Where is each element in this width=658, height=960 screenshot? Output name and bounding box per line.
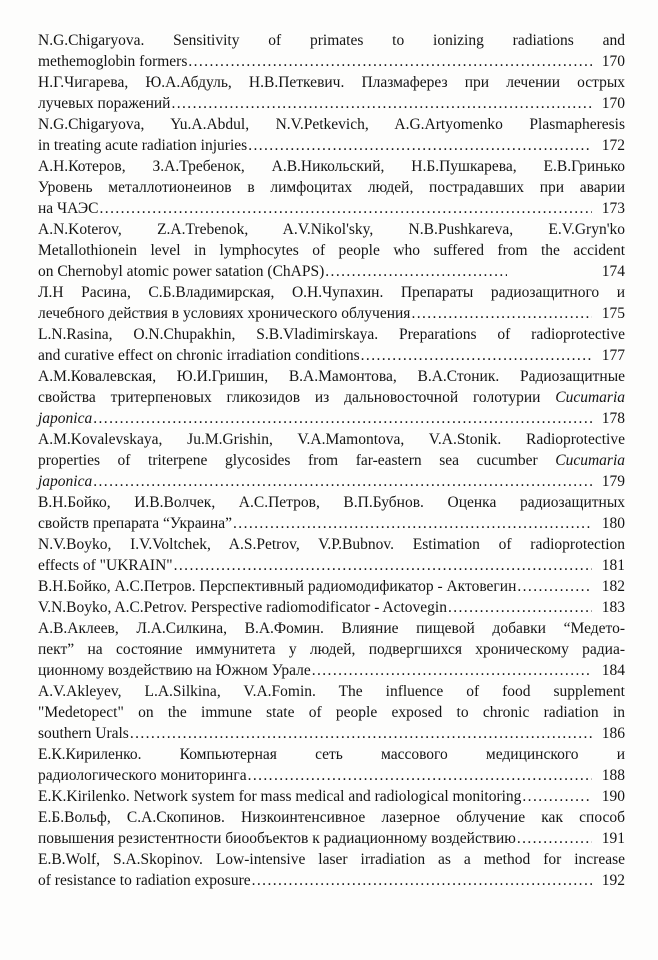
toc-entry [38, 219, 625, 282]
toc-entry-line [38, 240, 625, 261]
text-run: on Chernobyl atomic power satation (ChAPS) [38, 263, 325, 280]
toc-entry-text [38, 261, 324, 282]
page-number: 180 [601, 515, 625, 532]
toc-entry-text [38, 408, 92, 429]
toc-entry [38, 429, 625, 492]
page-number: 179 [601, 473, 625, 490]
toc-entry [38, 72, 625, 114]
toc-entry-lastline [38, 597, 625, 618]
page-number: 190 [601, 788, 625, 805]
text-run: N.G.Chigaryova, Yu.A.Abdul, N.V.Petkevich, A.G.Artyomenko Plasmapheresis [38, 116, 625, 133]
toc-entry-lastline [38, 261, 625, 282]
toc-entry-text [38, 51, 187, 72]
page-number: 175 [601, 305, 625, 322]
toc-entry-lastline [38, 303, 625, 324]
toc-entry-lastline [38, 471, 625, 492]
dot-leader [174, 555, 592, 576]
text-run: Н.Г.Чигарева, Ю.А.Абдуль, Н.В.Петкевич. Плазмаферез при лечении острых [38, 74, 625, 91]
text-run: A.M.Kovalevskaya, Ju.M.Grishin, V.A.Mamontova, V.A.Stonik. Radioprotective [38, 431, 625, 448]
page-number: 184 [601, 662, 625, 679]
text-run: A.N.Koterov, Z.A.Trebenok, A.V.Nikol'sky, N.B.Pushkareva, E.V.Gryn'ko [38, 221, 625, 238]
toc-entry [38, 30, 625, 72]
toc-entry-line [38, 324, 625, 345]
dot-leader [448, 597, 592, 618]
toc-entry-line [38, 639, 625, 660]
text-run: A.V.Akleyev, L.A.Silkina, V.A.Fomin. The influence of food supplement [38, 683, 625, 700]
text-run: E.B.Wolf, S.A.Skopinov. Low-intensive laser irradiation as a method for increase [38, 851, 625, 868]
text-run: N.V.Boyko, I.V.Voltchek, A.S.Petrov, V.P.Bubnov. Estimation of radioprotection [38, 536, 625, 553]
text-run: L.N.Rasina, O.N.Chupakhin, S.B.Vladimirskaya. Preparations of radioprotective [38, 326, 625, 343]
dot-leader [517, 828, 592, 849]
text-run: "Medetopect" on the immune state of people exposed to chronic radiation in [38, 704, 625, 721]
dot-leader [130, 723, 592, 744]
page-number: 191 [601, 830, 625, 847]
text-run: А.М.Ковалевская, Ю.И.Гришин, В.А.Мамонтова, В.А.Стоник. Радиозащитные [38, 368, 625, 385]
toc-entry-lastline [38, 513, 625, 534]
toc-entry-line [38, 366, 625, 387]
page-number: 178 [601, 410, 625, 427]
page-number: 182 [601, 578, 625, 595]
text-run: E.K.Kirilenko. Network system for mass medical and radiological monitoring [38, 788, 522, 805]
dot-leader [233, 513, 592, 534]
page-number: 181 [601, 557, 625, 574]
italic-text-run: Cucumaria [555, 389, 625, 406]
toc-entry-text [38, 555, 173, 576]
toc-entry-text [38, 135, 247, 156]
italic-text-run: Cucumaria [555, 452, 625, 469]
toc-entry [38, 744, 625, 786]
toc-entry-text [38, 870, 251, 891]
text-run: А.В.Аклеев, Л.А.Силкина, В.А.Фомин. Влияние пищевой добавки “Медето- [38, 620, 625, 637]
toc-entry [38, 282, 625, 324]
toc-entry-text [38, 303, 410, 324]
toc-entry [38, 618, 625, 681]
page-number: 177 [601, 347, 625, 364]
toc-entry-line [38, 114, 625, 135]
page-number: 170 [601, 95, 625, 112]
dot-leader [93, 408, 592, 429]
toc-entry-line [38, 534, 625, 555]
dot-leader [517, 576, 592, 597]
page-number: 192 [601, 872, 625, 889]
page-number: 174 [601, 263, 625, 280]
text-run: in treating acute radiation injuries [38, 137, 248, 154]
toc-entry-lastline [38, 786, 625, 807]
toc-entry [38, 534, 625, 576]
text-run: А.Н.Котеров, З.А.Требенок, А.В.Никольский, Н.Б.Пушкарева, Е.В.Гринько [38, 158, 625, 175]
text-run: лучевых поражений [38, 95, 171, 112]
toc-entry-lastline [38, 198, 625, 219]
toc-entry-lastline [38, 828, 625, 849]
toc-entry-lastline [38, 93, 625, 114]
text-run: радиологического мониторинга [38, 767, 247, 784]
toc-entry [38, 156, 625, 219]
toc-entry-line [38, 492, 625, 513]
toc-entry [38, 492, 625, 534]
toc-entry-line [38, 450, 625, 471]
toc-entry-line [38, 849, 625, 870]
toc-entry-text [38, 471, 92, 492]
text-run: V.N.Boyko, A.C.Petrov. Perspective radiomodificator - Actovegin [38, 599, 447, 616]
text-run: Metallothionein level in lymphocytes of people who suffered from the accident [38, 242, 625, 259]
text-run: southern Urals [38, 725, 129, 742]
toc-entry-lastline [38, 135, 625, 156]
dot-leader [171, 93, 592, 114]
toc-entry [38, 597, 625, 618]
toc-entry-line [38, 744, 625, 765]
dot-leader [312, 660, 592, 681]
italic-text-run: japonica [38, 473, 93, 490]
toc-entry-text [38, 597, 447, 618]
text-run: Е.К.Кириленко. Компьютерная сеть массового медицинского и [38, 746, 625, 763]
toc-entry-line [38, 681, 625, 702]
text-run: лечебного действия в условиях хронического облучения [38, 305, 411, 322]
toc-entry-line [38, 618, 625, 639]
dot-leader [522, 786, 592, 807]
toc-entry-text [38, 786, 521, 807]
dot-leader [325, 261, 507, 282]
toc-entry-line [38, 807, 625, 828]
page-number: 183 [601, 599, 625, 616]
toc-entry [38, 324, 625, 366]
toc-entry-line [38, 156, 625, 177]
toc-entry [38, 849, 625, 891]
text-run: В.Н.Бойко, И.В.Волчек, А.С.Петров, В.П.Бубнов. Оценка радиозащитных [38, 494, 625, 511]
toc-entry-lastline [38, 555, 625, 576]
toc-entry-line [38, 177, 625, 198]
toc-entry-line [38, 72, 625, 93]
text-run: Уровень металлотионеинов в лимфоцитах людей, пострадавших при аварии [38, 179, 625, 196]
toc-entry [38, 786, 625, 807]
toc-list [38, 30, 625, 891]
toc-entry-text [38, 345, 360, 366]
dot-leader [188, 51, 592, 72]
dot-leader [100, 198, 592, 219]
toc-entry [38, 807, 625, 849]
dot-leader [248, 765, 592, 786]
toc-entry-lastline [38, 51, 625, 72]
toc-entry-lastline [38, 345, 625, 366]
text-run: of resistance to radiation exposure [38, 872, 251, 889]
text-run: В.Н.Бойко, А.С.Петров. Перспективный радиомодификатор - Актовегин [38, 578, 517, 595]
text-run: and curative effect on chronic irradiation conditions [38, 347, 360, 364]
text-run: на ЧАЭС [38, 200, 99, 217]
toc-entry-text [38, 828, 516, 849]
page-number: 186 [601, 725, 625, 742]
toc-entry-text [38, 576, 516, 597]
text-run: effects of "UKRAIN" [38, 557, 173, 574]
text-run: Е.Б.Вольф, С.А.Скопинов. Низкоинтенсивное лазерное облучение как способ [38, 809, 625, 826]
text-run: пект” на состояние иммунитета у людей, подвергшихся хроническому радиа- [38, 641, 625, 658]
text-run: N.G.Chigaryova. Sensitivity of primates to ionizing radiations and [38, 32, 625, 49]
dot-leader [93, 471, 592, 492]
toc-entry-text [38, 513, 232, 534]
text-run: properties of triterpene glycosides from far-eastern sea cucumber [38, 452, 556, 469]
text-run: Л.Н Расина, С.Б.Владимирская, О.Н.Чупахин. Препараты радиозащитного и [38, 284, 625, 301]
toc-entry-line [38, 702, 625, 723]
toc-entry-line [38, 30, 625, 51]
dot-leader [248, 135, 592, 156]
toc-entry-line [38, 429, 625, 450]
dot-leader [411, 303, 592, 324]
page-number: 173 [601, 200, 625, 217]
toc-entry-line [38, 219, 625, 240]
toc-entry-text [38, 660, 311, 681]
toc-entry-lastline [38, 723, 625, 744]
toc-entry-lastline [38, 408, 625, 429]
toc-entry-text [38, 93, 170, 114]
toc-entry [38, 114, 625, 156]
toc-entry-text [38, 198, 99, 219]
page-number: 170 [601, 53, 625, 70]
text-run: свойства тритерпеновых гликозидов из дальновосточной голотурии [38, 389, 556, 406]
text-run: свойств препарата “Украина” [38, 515, 233, 532]
toc-entry-line [38, 387, 625, 408]
toc-entry-lastline [38, 660, 625, 681]
page-number: 172 [601, 137, 625, 154]
toc-entry-text [38, 723, 129, 744]
text-run: повышения резистентности биообъектов к радиационному воздействию [38, 830, 516, 847]
toc-entry-lastline [38, 765, 625, 786]
toc-entry [38, 576, 625, 597]
italic-text-run: japonica [38, 410, 93, 427]
dot-leader [252, 870, 592, 891]
toc-entry [38, 681, 625, 744]
toc-entry-lastline [38, 576, 625, 597]
toc-entry-line [38, 282, 625, 303]
toc-entry-lastline [38, 870, 625, 891]
toc-entry-text [38, 765, 247, 786]
dot-leader [361, 345, 592, 366]
text-run: ционному воздействию на Южном Урале [38, 662, 311, 679]
toc-entry [38, 366, 625, 429]
page-number: 188 [601, 767, 625, 784]
text-run: methemoglobin formers [38, 53, 188, 70]
